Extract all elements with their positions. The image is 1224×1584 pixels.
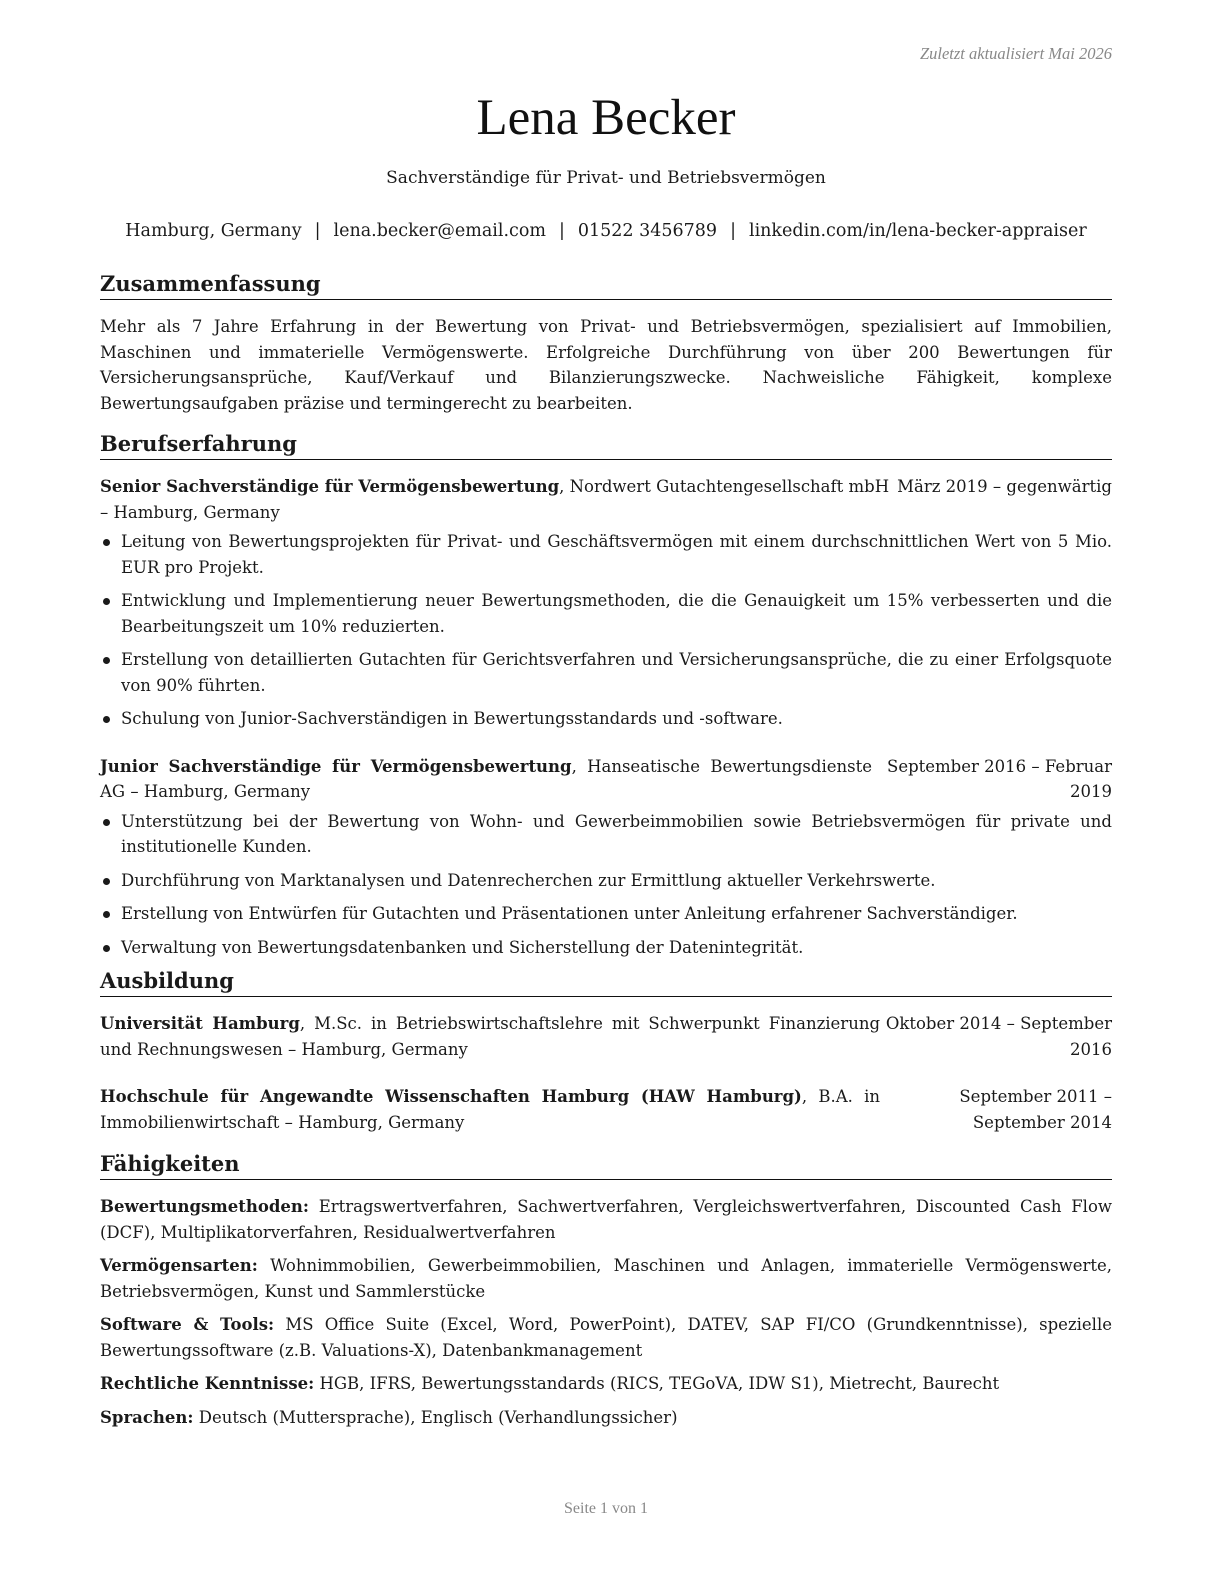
last-updated: Zuletzt aktualisiert Mai 2026	[919, 44, 1112, 63]
education-entry	[100, 1011, 1112, 1062]
resume-page	[100, 0, 1112, 1584]
experience-section	[100, 430, 1112, 968]
contact-separator: |	[314, 221, 321, 241]
skill-value: MS Office Suite (Excel, Word, PowerPoint), DATEV, SAP FI/CO (Grundkenntnisse), spezielle Bewertungssoftware (z.B. Valuations-X), Datenbankmanagement	[100, 1315, 1112, 1360]
job-entry	[100, 474, 1112, 732]
education-entry	[100, 1084, 1112, 1135]
education-degree: , M.Sc. in Betriebswirtschaftslehre mit Schwerpunkt Finanzierung und Rechnungswesen – Hamburg, Germany	[100, 1014, 881, 1059]
contact-separator: |	[558, 221, 565, 241]
job-org: , Nordwert Gutachtengesellschaft mbH – Hamburg, Germany	[100, 477, 890, 522]
job-bullets	[100, 809, 1112, 961]
job-date: September 2016 – Februar 2019	[887, 756, 1112, 801]
list-item: Unterstützung bei der Bewertung von Wohn- und Gewerbeimmobilien sowie Betriebsvermögen für private und institutionelle Kunden.	[100, 809, 1112, 860]
skill-value: HGB, IFRS, Bewertungsstandards (RICS, TEGoVA, IDW S1), Mietrecht, Baurecht	[314, 1374, 1000, 1393]
section-heading-education: Ausbildung	[100, 967, 1112, 997]
education-school: Universität Hamburg	[100, 1014, 300, 1033]
summary-section	[100, 270, 1112, 416]
skill-label: Software & Tools:	[100, 1315, 275, 1334]
skills-list	[100, 1194, 1112, 1430]
job-header	[100, 754, 1112, 805]
job-title: Junior Sachverständige für Vermögensbewertung	[100, 756, 572, 776]
contact-email[interactable]: lena.becker@email.com	[333, 221, 546, 241]
section-heading-summary: Zusammenfassung	[100, 270, 1112, 300]
list-item: Entwicklung und Implementierung neuer Bewertungsmethoden, die die Genauigkeit um 15% verbesserten und die Bearbeitungszeit um 10% reduzierten.	[100, 588, 1112, 639]
skill-value: Wohnimmobilien, Gewerbeimmobilien, Maschinen und Anlagen, immaterielle Vermögenswerte, Betriebsvermögen, Kunst und Sammlerstücke	[100, 1256, 1112, 1301]
page-number: Seite 1 von 1	[564, 1500, 648, 1517]
education-school: Hochschule für Angewandte Wissenschaften Hamburg (HAW Hamburg)	[100, 1087, 802, 1106]
contact-linkedin[interactable]: linkedin.com/in/lena-becker-appraiser	[748, 221, 1087, 241]
skills-section	[100, 1150, 1112, 1438]
skill-label: Vermögensarten:	[100, 1256, 258, 1275]
summary-text: Mehr als 7 Jahre Erfahrung in der Bewertung von Privat- und Betriebsvermögen, spezialisiert auf Immobilien, Maschinen und immaterielle Vermögenswerte. Erfolgreiche Durchführung von über 200 Bewertungen für Versicherungsansprüche, Kauf/Verkauf und Bilanzierungszwecke. Nachweisliche Fähigkeit, komplexe Bewertungsaufgaben präzise und termingerecht zu bearbeiten.	[100, 317, 1112, 413]
skill-value: Ertragswertverfahren, Sachwertverfahren, Vergleichswertverfahren, Discounted Cash Flow (DCF), Multiplikatorverfahren, Residualwertverfahren	[100, 1197, 1112, 1242]
list-item: Erstellung von Entwürfen für Gutachten und Präsentationen unter Anleitung erfahrener Sachverständiger.	[100, 901, 1112, 927]
list-item: Leitung von Bewertungsprojekten für Privat- und Geschäftsvermögen mit einem durchschnittlichen Wert von 5 Mio. EUR pro Projekt.	[100, 529, 1112, 580]
skill-label: Sprachen:	[100, 1407, 194, 1427]
skill-row	[100, 1253, 1112, 1304]
job-entry	[100, 754, 1112, 961]
skill-row	[100, 1371, 1112, 1397]
list-item: Verwaltung von Bewertungsdatenbanken und Sicherstellung der Datenintegrität.	[100, 935, 1112, 961]
section-heading-experience: Berufserfahrung	[100, 430, 1112, 460]
skill-row	[100, 1194, 1112, 1245]
education-date: September 2011 – September 2014	[959, 1087, 1112, 1132]
contact-phone[interactable]: 01522 3456789	[577, 221, 718, 241]
skill-value: Deutsch (Muttersprache), Englisch (Verhandlungssicher)	[193, 1407, 678, 1427]
job-date: März 2019 – gegenwärtig	[897, 477, 1112, 496]
contact-location: Hamburg, Germany	[125, 221, 302, 241]
list-item: Durchführung von Marktanalysen und Datenrecherchen zur Ermittlung aktueller Verkehrswerte.	[100, 868, 1112, 894]
education-header	[100, 1011, 1112, 1062]
job-bullets	[100, 529, 1112, 732]
contact-line	[80, 219, 1132, 243]
education-date: Oktober 2014 – September 2016	[885, 1014, 1112, 1059]
list-item: Schulung von Junior-Sachverständigen in Bewertungsstandards und -software.	[100, 706, 1112, 732]
section-heading-skills: Fähigkeiten	[100, 1150, 1112, 1180]
skill-row	[100, 1405, 1112, 1431]
skill-label: Bewertungsmethoden:	[100, 1197, 309, 1216]
skill-row	[100, 1312, 1112, 1363]
education-section	[100, 967, 1112, 1135]
list-item: Erstellung von detaillierten Gutachten für Gerichtsverfahren und Versicherungsansprüche, die zu einer Erfolgsquote von 90% führten.	[100, 647, 1112, 698]
job-org: , Hanseatische Bewertungsdienste AG – Hamburg, Germany	[100, 756, 872, 801]
skill-label: Rechtliche Kenntnisse:	[100, 1374, 315, 1393]
contact-separator: |	[730, 221, 736, 241]
job-header	[100, 474, 1112, 525]
education-header	[100, 1084, 1112, 1135]
job-title: Senior Sachverständige für Vermögensbewertung	[100, 477, 560, 496]
education-degree: , B.A. in Immobilienwirtschaft – Hamburg, Germany	[100, 1087, 881, 1132]
candidate-subtitle: Sachverständige für Privat- und Betriebsvermögen	[386, 168, 826, 188]
candidate-name: Lena Becker	[476, 90, 736, 146]
